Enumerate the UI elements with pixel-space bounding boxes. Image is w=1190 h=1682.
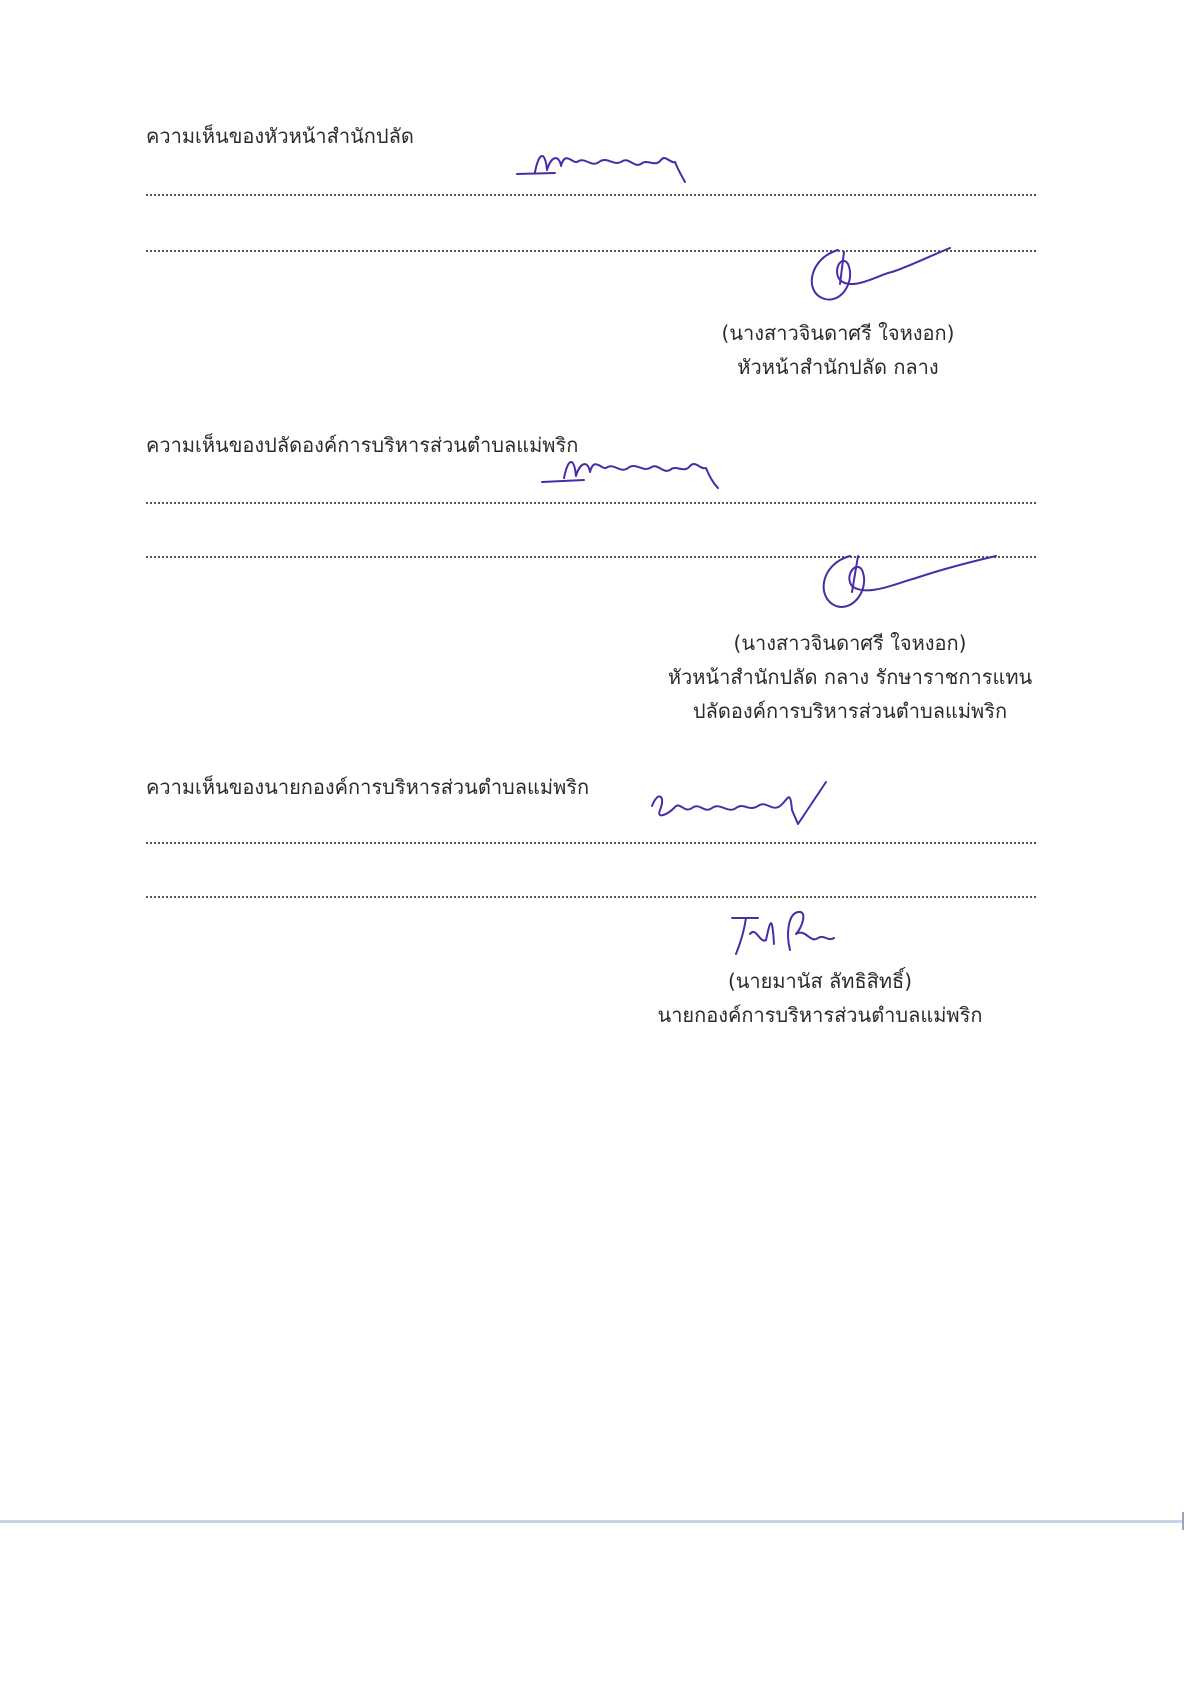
signer-position: นายกองค์การบริหารส่วนตำบลแม่พริก: [657, 1003, 983, 1027]
signer-name: (นางสาวจินดาศรี ใจหงอก): [721, 321, 955, 345]
section-1-heading: ความเห็นของหัวหน้าสำนักปลัด: [146, 124, 414, 148]
scan-edge-line: [0, 1520, 1184, 1523]
section-3-comment-handwriting: [648, 780, 828, 840]
signer-position: ปลัดองค์การบริหารส่วนตำบลแม่พริก: [692, 699, 1008, 723]
section-1-comment-handwriting: [515, 142, 695, 190]
section-1-signer: [688, 316, 988, 384]
comment-line: [146, 842, 1036, 844]
signer-name: (นายมานัส ลัทธิสิทธิ์): [727, 969, 913, 993]
section-3-signature: [728, 904, 838, 960]
comment-line: [146, 502, 1036, 504]
section-2-heading: ความเห็นของปลัดองค์การบริหารส่วนตำบลแม่พริก: [146, 433, 579, 457]
comment-line: [146, 194, 1036, 196]
section-1-signature: [800, 242, 960, 312]
signer-position: หัวหน้าสำนักปลัด กลาง รักษาราชการแทน: [667, 665, 1033, 689]
section-3-signer: [650, 964, 990, 1032]
section-3-heading: ความเห็นของนายกองค์การบริหารส่วนตำบลแม่พริก: [146, 775, 590, 799]
section-2-signature: [810, 548, 1000, 618]
scan-edge-mark: [1182, 1512, 1184, 1530]
signer-name: (นางสาวจินดาศรี ใจหงอก): [733, 631, 967, 655]
section-2-signer: [640, 626, 1060, 728]
signer-position: หัวหน้าสำนักปลัด กลาง: [737, 355, 939, 379]
section-2-comment-handwriting: [540, 446, 740, 496]
comment-line: [146, 896, 1036, 898]
